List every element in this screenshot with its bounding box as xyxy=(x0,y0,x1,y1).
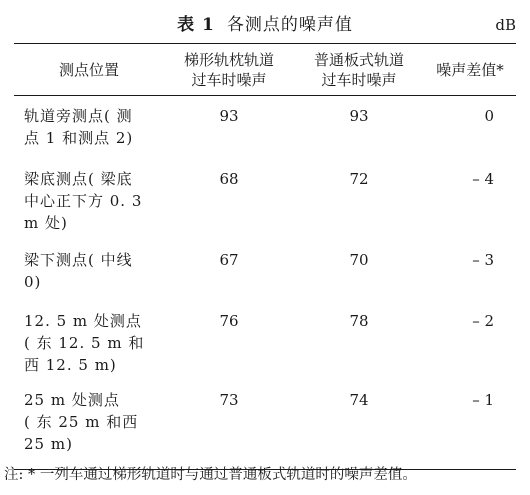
location-line: 梁下测点( 中线 xyxy=(24,251,133,269)
header-location: 测点位置 xyxy=(58,60,119,79)
location-line: 12. 5 m 处测点 xyxy=(24,312,142,330)
header-ladder-line-2: 过车时噪声 xyxy=(191,70,267,89)
location-line: 25 m) xyxy=(24,435,73,453)
slab-value: 72 xyxy=(349,170,369,188)
location-cell xyxy=(14,165,164,246)
location-line: ( 东 12. 5 m 和 xyxy=(24,334,145,352)
diff-value: 0 xyxy=(484,107,494,125)
unit-label: dB xyxy=(495,16,516,34)
table-row xyxy=(14,307,516,386)
table-number: 表 1 xyxy=(177,15,215,35)
table-title xyxy=(0,10,530,40)
noise-table xyxy=(14,43,516,470)
location-line: ( 东 25 m 和西 xyxy=(24,413,139,431)
location-line: 梁底测点( 梁底 xyxy=(24,170,133,188)
location-line: 轨道旁测点( 测 xyxy=(24,107,133,125)
table-row xyxy=(14,165,516,246)
table-row xyxy=(14,96,516,166)
header-slab xyxy=(294,44,424,96)
table-row xyxy=(14,386,516,470)
diff-value: – 2 xyxy=(472,312,494,330)
ladder-value: 73 xyxy=(219,391,239,409)
diff-value: – 4 xyxy=(472,170,494,188)
ladder-value: 67 xyxy=(219,251,239,269)
location-line: 点 1 和测点 2) xyxy=(24,129,134,147)
table-caption xyxy=(0,10,530,40)
location-line: 中心正下方 0. 3 xyxy=(24,192,143,210)
location-line: m 处) xyxy=(24,214,68,232)
diff-value: – 3 xyxy=(472,251,494,269)
header-ladder xyxy=(164,44,294,96)
diff-value: – 1 xyxy=(472,391,494,409)
ladder-value: 76 xyxy=(219,312,239,330)
location-line: 西 12. 5 m) xyxy=(24,356,117,374)
location-cell xyxy=(14,307,164,386)
location-line: 25 m 处测点 xyxy=(24,391,120,409)
slab-value: 74 xyxy=(349,391,369,409)
header-row xyxy=(14,44,516,96)
location-cell xyxy=(14,96,164,166)
table-footnote: 注: * 一列车通过梯形轨道时与通过普通板式轨道时的噪声差值。 xyxy=(4,467,417,483)
location-cell xyxy=(14,386,164,470)
table-row xyxy=(14,246,516,307)
location-cell xyxy=(14,246,164,307)
header-ladder-line-1: 梯形轨枕轨道 xyxy=(183,50,274,69)
ladder-value: 68 xyxy=(219,170,239,188)
table-title-text: 各测点的噪声值 xyxy=(226,15,353,35)
slab-value: 93 xyxy=(349,107,369,125)
header-slab-line-1: 普通板式轨道 xyxy=(313,50,404,69)
location-line: 0) xyxy=(24,273,42,291)
header-slab-line-2: 过车时噪声 xyxy=(321,70,397,89)
slab-value: 78 xyxy=(349,312,369,330)
ladder-value: 93 xyxy=(219,107,239,125)
slab-value: 70 xyxy=(349,251,369,269)
header-diff: 噪声差值* xyxy=(436,60,504,79)
